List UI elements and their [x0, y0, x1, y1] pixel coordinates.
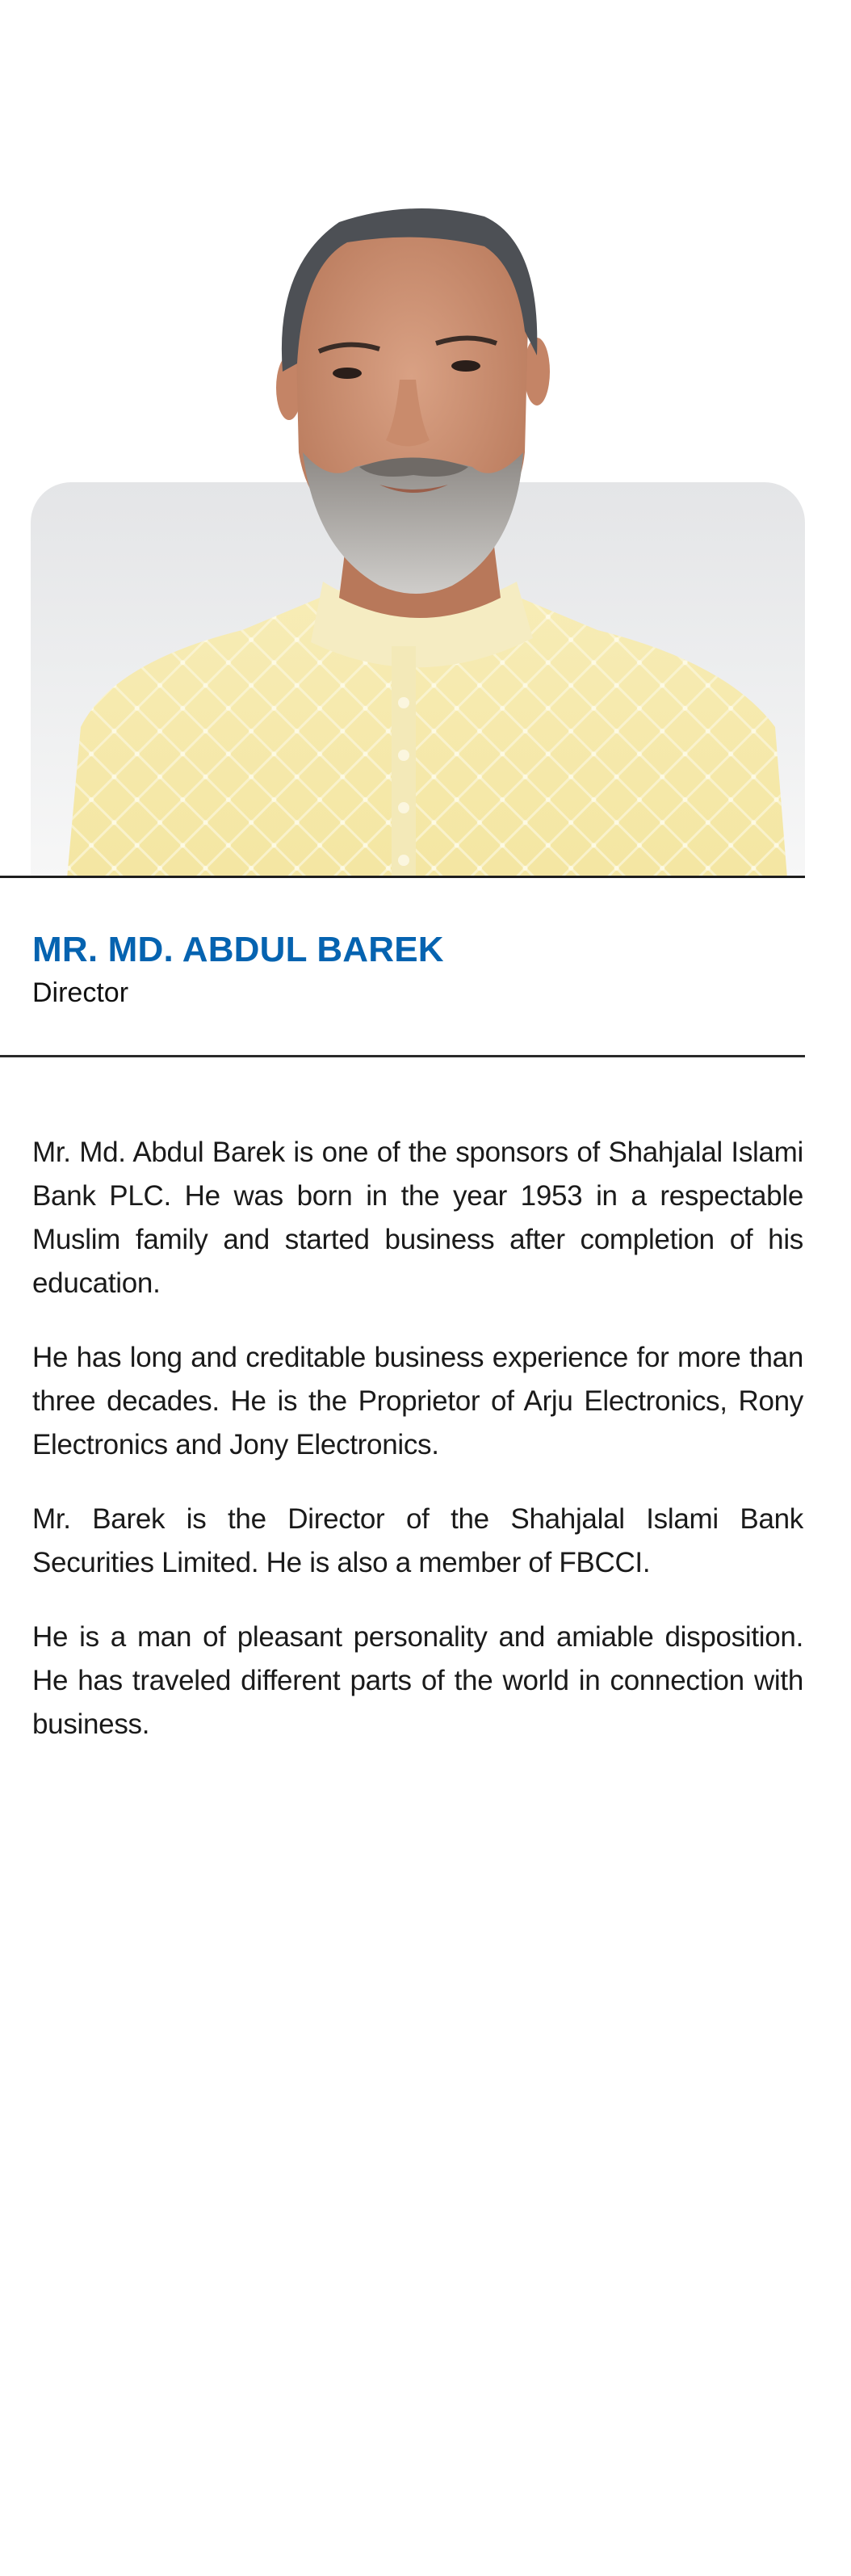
person-name: MR. MD. ABDUL BAREK [32, 930, 444, 969]
profile-photo [0, 0, 851, 879]
biography [32, 1131, 803, 1777]
person-role: Director [32, 977, 129, 1008]
bio-paragraph: Mr. Md. Abdul Barek is one of the sponsors of Shahjalal Islami Bank PLC. He was born in the year 1953 in a respectable Muslim family and started business after completion of his education. [32, 1137, 803, 1299]
photo-divider [0, 876, 805, 878]
portrait-image [0, 0, 851, 878]
bio-paragraph: He is a man of pleasant personality and amiable disposition. He has traveled different parts of the world in connection with business. [32, 1621, 803, 1740]
bio-paragraph: Mr. Barek is the Director of the Shahjalal Islami Bank Securities Limited. He is also a member of FBCCI. [32, 1503, 803, 1578]
header-divider [0, 1055, 805, 1057]
bio-paragraph: He has long and creditable business experience for more than three decades. He is the Proprietor of Arju Electronics, Rony Electronics and Jony Electronics. [32, 1342, 803, 1460]
